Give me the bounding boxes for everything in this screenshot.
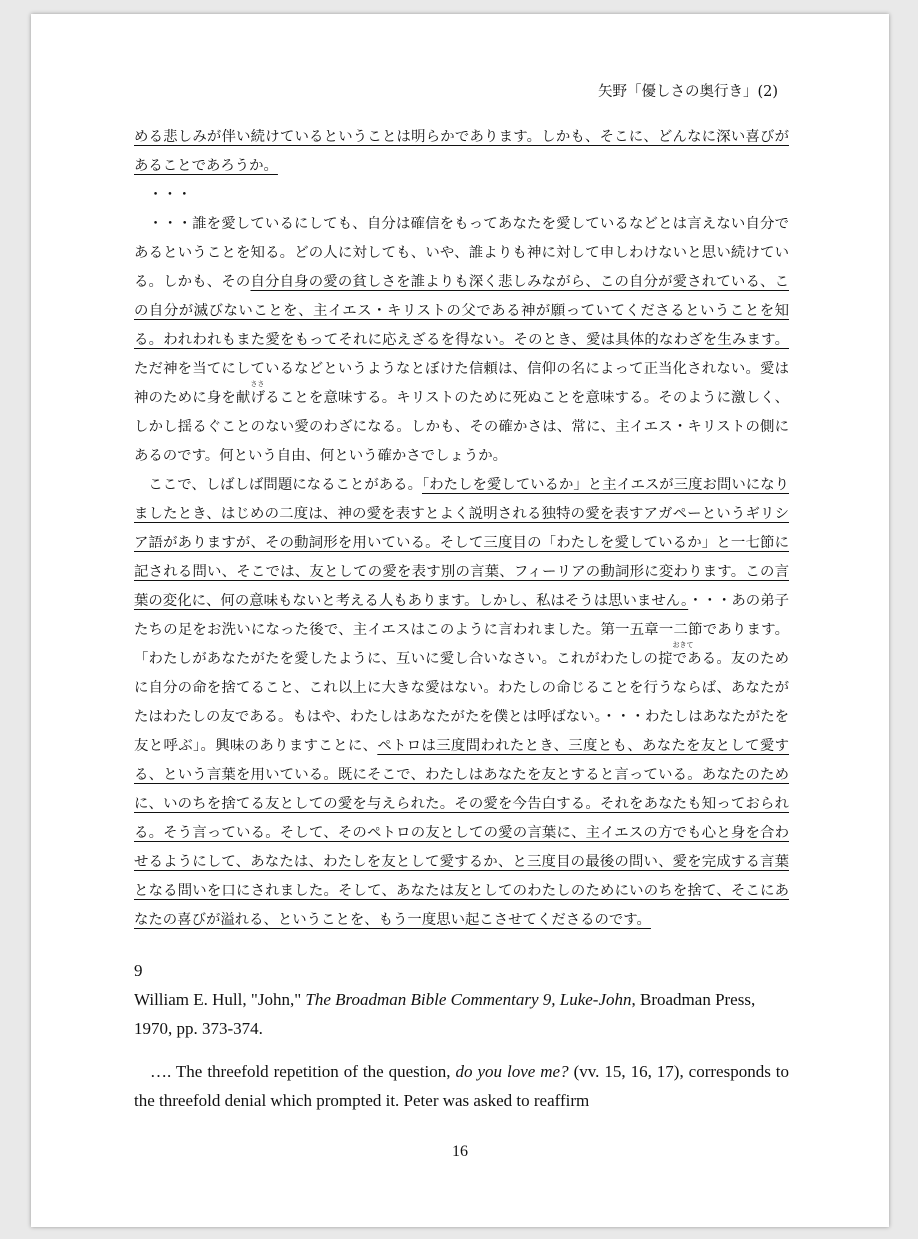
underlined-passage: 自分自身の愛の貧しさを誰よりも深く悲しみながら、この自分が愛されている、この自分が滅びないことを、主イエス・キリストの父である神が願っていてくださるということを知る。われわれもまた愛をもってそれに応えざるを得ない。そのとき、愛は具体的なわざを生みます。 (134, 274, 789, 348)
underlined-passage: ペトロは三度問われたとき、三度とも、あなたを友として愛する、という言葉を用いている。既にそこで、わたしはあなたを友とすると言っている。あなたのために、いのちを捨てる友としての愛を与えられた。その愛を今告白する。それをあなたも知っておられる。そう言っている。そして、そのペトロの友としての愛の言葉に、主イエスの方でも心と身を合わせるようにして、あなたは、わたしを友として愛するか、と三度目の最後の問い、愛を完成する言葉となる問いを口にされました。そして、あなたは友としてのわたしのためにいのちを捨て、そこにあなたの喜びが溢れる、ということを、もう一度思い起こさせてくださるのです。 (134, 738, 789, 928)
quote-rest: (vv. 15, 16, 17), corresponds to the threefold denial which prompted it. Peter was asked to reaffirm (134, 1062, 790, 1110)
underlined-passage: める悲しみが伴い続けているということは明らかであります。しかも、そこに、どんなに深い喜びがあることであろうか。 (134, 129, 789, 174)
quote-lead: …. The threefold repetition of the question, (150, 1062, 451, 1081)
ruby-base: 献 (236, 390, 251, 406)
sermon-text (134, 123, 789, 935)
ruby-word (658, 641, 694, 667)
document-page (31, 14, 889, 1227)
ellipsis-line: ・・・ (148, 187, 192, 203)
underlined-passage: 「わたしを愛しているか」と主イエスが三度お問いになりましたとき、はじめの二度は、神の愛を表すとよく説明される独特の愛を表すアガペーというギリシア語がありますが、その動詞形を用いている。そして三度目の「わたしを愛しているか」と一七節に記される問い、そこでは、友としての愛を表す別の言葉、フィーリアの動詞形に変わります。この言葉の変化に、何の意味もないと考える人もあります。しかし、私はそうは思いません。 (134, 477, 789, 609)
page-number: 16 (452, 1143, 468, 1160)
text-run: ・・・誰を愛しているにしても、自分は確信をもってあなたを愛しているなどとは言えない自分であるということを知る。どの人に対しても、いや、誰よりも神に対して申しわけないと思い続けている。しかも、その (134, 216, 789, 290)
citation-publisher: , Broadman Press, 1970, pp. 373-374. (134, 990, 756, 1038)
ruby-reading: ささ (250, 380, 265, 388)
running-header: 矢野「優しさの奥行き」(2) (597, 84, 778, 100)
quote-question: do you love me? (455, 1062, 569, 1081)
citation-work: The Broadman Bible Commentary 9, Luke-John (305, 990, 632, 1009)
text-run: ただ神を当てにしているなどというようなとぼけた信頼は、信仰の名によって正当化されない。愛は神のために身を (134, 361, 789, 406)
paragraph-3 (134, 471, 789, 935)
paragraph-1 (134, 123, 789, 181)
text-run: ここで、しばしば問題になることがある。 (148, 477, 422, 493)
ruby-reading: おきて (672, 641, 694, 649)
citation-author: William E. Hull, "John," (134, 990, 302, 1009)
text-run: げることを意味する。キリストのために死ぬことを意味する。そのように激しく、しかし揺るぐことのない愛のわざになる。しかも、その確かさは、常に、主イエス・キリストの側にあるのです。何という自由、何という確かさでしょうか。 (134, 390, 789, 464)
footnote-citation (134, 985, 789, 1043)
footnote-number: 9 (134, 961, 143, 980)
ruby-word (236, 380, 265, 406)
ruby-base: 掟 (658, 651, 673, 667)
text-run: である。友のために自分の命を捨てること、これ以上に大きな愛はない。わたしの命じることを行うならば、あなたがたはわたしの友である。もはや、わたしはあなたがたを僕とは呼ばない。・・・わたしはあなたがたを友と呼ぶ」。興味のありますことに、 (134, 651, 789, 754)
text-run: ・・・あの弟子たちの足をお洗いになった後で、主イエスはこのように言われました。第一五章一二節であります。「わたしがあなたがたを愛したように、互いに愛し合いなさい。これがわたしの (134, 593, 789, 667)
paragraph-2 (134, 210, 789, 471)
footnote-quote (134, 1057, 789, 1115)
